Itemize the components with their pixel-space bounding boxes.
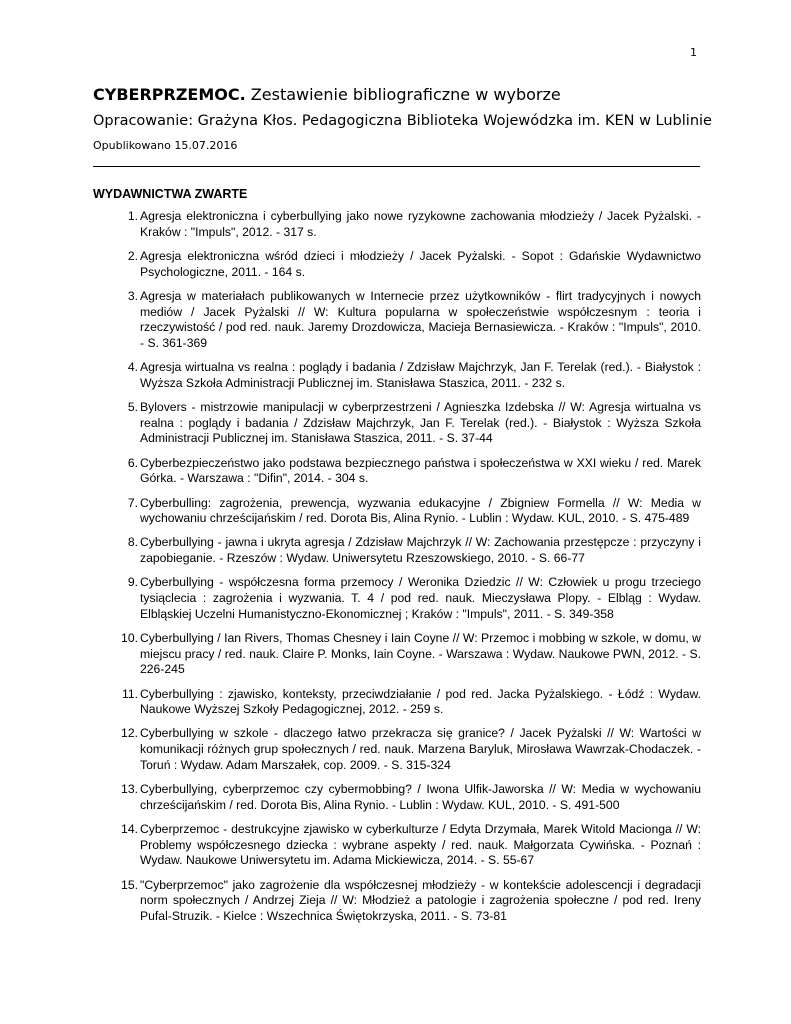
entry-number: 10. — [121, 630, 138, 645]
entry-text: Cyberbullying, cyberprzemoc czy cybermobbing? / Iwona Ulfik-Jaworska // W: Media w wychowaniu chrześcijańskim / red. Dorota Bis, Alina Rynio. - Lublin : Wydaw. KUL, 2010. - S. 491-500 — [140, 782, 701, 812]
entry-text: Agresja elektroniczna i cyberbullying jako nowe ryzykowne zachowania młodzieży / Jacek Pyżalski. - Kraków : "Impuls", 2012. - 317 s. — [140, 209, 701, 239]
header-divider — [93, 166, 700, 167]
entry-number: 8. — [127, 535, 138, 550]
entry-text: Agresja wirtualna vs realna : poglądy i badania / Zdzisław Majchrzyk, Jan F. Terelak (red.). - Białystok : Wyższa Szkoła Administracji Publicznej im. Stanisława Staszica, 2011. - 232 s. — [140, 360, 701, 390]
entry-text: Cyberbullying - jawna i ukryta agresja / Zdzisław Majchrzyk // W: Zachowania przestępcze : przyczyny i zapobieganie. - Rzeszów : Wydaw. Uniwersytetu Rzeszowskiego, 2010. - S. 66-77 — [140, 535, 701, 566]
bibliography-entry — [93, 360, 701, 391]
entry-number: 14. — [121, 822, 138, 836]
entry-number: 7. — [127, 495, 138, 510]
bibliography-entry — [93, 631, 701, 678]
page-number: 1 — [690, 46, 697, 59]
bibliography-entry — [93, 878, 701, 925]
bibliography-entry — [93, 822, 701, 869]
entry-number: 1. — [127, 209, 138, 223]
entry-text: Cyberbullying / Ian Rivers, Thomas Chesney i Iain Coyne // W: Przemoc i mobbing w szkole, w domu, w miejscu pracy / red. nauk. Claire P. Monks, Iain Coyne. - Warszawa : Wydaw. Naukowe PWN, 2012. - S. 226-245 — [140, 630, 701, 677]
bibliography-entry — [93, 249, 701, 280]
bibliography-entry — [93, 687, 701, 718]
bibliography-entry — [93, 726, 701, 773]
bibliography-list — [93, 209, 701, 933]
entry-text: Bylovers - mistrzowie manipulacji w cyberprzestrzeni / Agnieszka Izdebska // W: Agresja wirtualna vs realna : poglądy i badania / Zdzisław Majchrzyk, Jan F. Terelak (red.). - Białystok : Wyższa Szkoła Administracji Publicznej im. Stanisława Staszica, 2011. - S. 37-44 — [140, 400, 701, 446]
entry-number: 12. — [121, 726, 138, 741]
entry-number: 4. — [127, 360, 138, 375]
entry-text: Agresja w materiałach publikowanych w Internecie przez użytkowników - flirt tradycyjnych i nowych mediów / Jacek Pyżalski // W: Kultura popularna w społeczeństwie współczesnym : teoria i rzeczywistość / pod red. nauk. Jaremy Drozdowicza, Macieja Bernasiewicza. - Kraków : "Impuls", 2010. - S. 361-369 — [140, 288, 701, 350]
entry-number: 15. — [121, 877, 138, 892]
entry-text: Cyberbulling: zagrożenia, prewencja, wyzwania edukacyjne / Zbigniew Formella // W: Media w wychowaniu chrześcijańskim / red. Dorota Bis, Alina Rynio. - Lublin : Wydaw. KUL, 2010. - S. 475-489 — [140, 495, 701, 526]
entry-number: 2. — [127, 248, 138, 263]
bibliography-entry — [93, 535, 701, 566]
entry-number: 6. — [127, 455, 138, 470]
title-bold: CYBERPRZEMOC. — [93, 85, 246, 104]
entry-text: Cyberprzemoc - destrukcyjne zjawisko w cyberkulturze / Edyta Drzymała, Marek Witold Macionga // W: Problemy współczesnego dziecka : wybrane aspekty / red. nauk. Małgorzata Cywińska. - Poznań : Wydaw. Naukowe Uniwersytetu im. Adama Mickiewicza, 2014. - S. 55-67 — [140, 822, 701, 868]
entry-number: 3. — [127, 288, 138, 303]
bibliography-entry — [93, 289, 701, 352]
entry-text: Cyberbullying : zjawisko, konteksty, przeciwdziałanie / pod red. Jacka Pyżalskiego. - Łódź : Wydaw. Naukowe Wyższej Szkoły Pedagogicznej, 2012. - 259 s. — [140, 686, 701, 717]
title-rest: Zestawienie bibliograficzne w wyborze — [250, 85, 561, 104]
document-title — [93, 84, 703, 106]
document-subtitle: Opracowanie: Grażyna Kłos. Pedagogiczna Biblioteka Wojewódzka im. KEN w Lublinie — [93, 113, 712, 129]
bibliography-entry — [93, 400, 701, 447]
entry-text: Agresja elektroniczna wśród dzieci i młodzieży / Jacek Pyżalski. - Sopot : Gdańskie Wydawnictwo Psychologiczne, 2011. - 164 s. — [140, 248, 701, 279]
bibliography-entry — [93, 209, 701, 240]
entry-text: Cyberbezpieczeństwo jako podstawa bezpiecznego państwa i społeczeństwa w XXI wieku / red. Marek Górka. - Warszawa : "Difin", 2014. - 304 s. — [140, 455, 701, 486]
entry-text: Cyberbullying - współczesna forma przemocy / Weronika Dziedzic // W: Człowiek u progu trzeciego tysiąclecia : zagrożenia i wyzwania. T. 4 / pod red. nauk. Mieczysława Plopy. - Elbląg : Wydaw. Elbląskiej Uczelni Humanistyczno-Ekonomicznej ; Kraków : "Impuls", 2011. - S. 349-358 — [140, 575, 701, 621]
bibliography-entry — [93, 456, 701, 487]
bibliography-entry — [93, 575, 701, 622]
entry-number: 13. — [121, 782, 138, 797]
bibliography-entry — [93, 782, 701, 813]
bibliography-entry — [93, 496, 701, 527]
entry-number: 9. — [127, 575, 138, 590]
entry-number: 11. — [121, 686, 138, 701]
section-heading: WYDAWNICTWA ZWARTE — [93, 187, 248, 201]
entry-number: 5. — [127, 400, 138, 415]
publication-date: Opublikowano 15.07.2016 — [93, 139, 238, 152]
entry-text: "Cyberprzemoc" jako zagrożenie dla współczesnej młodzieży - w kontekście adolescencji i degradacji norm społecznych / Andrzej Zieja // W: Młodzież a patologie i zagrożenia społeczne / pod red. Ireny Pufal-Struzik. - Kielce : Wszechnica Świętokrzyska, 2011. - S. 73-81 — [140, 877, 701, 924]
entry-text: Cyberbullying w szkole - dlaczego łatwo przekracza się granice? / Jacek Pyżalski // W: Wartości w komunikacji różnych grup społecznych / red. nauk. Marzena Baryluk, Mirosława Wawrzak-Chodaczek. - Toruń : Wydaw. Adam Marszałek, cop. 2009. - S. 315-324 — [140, 726, 701, 772]
